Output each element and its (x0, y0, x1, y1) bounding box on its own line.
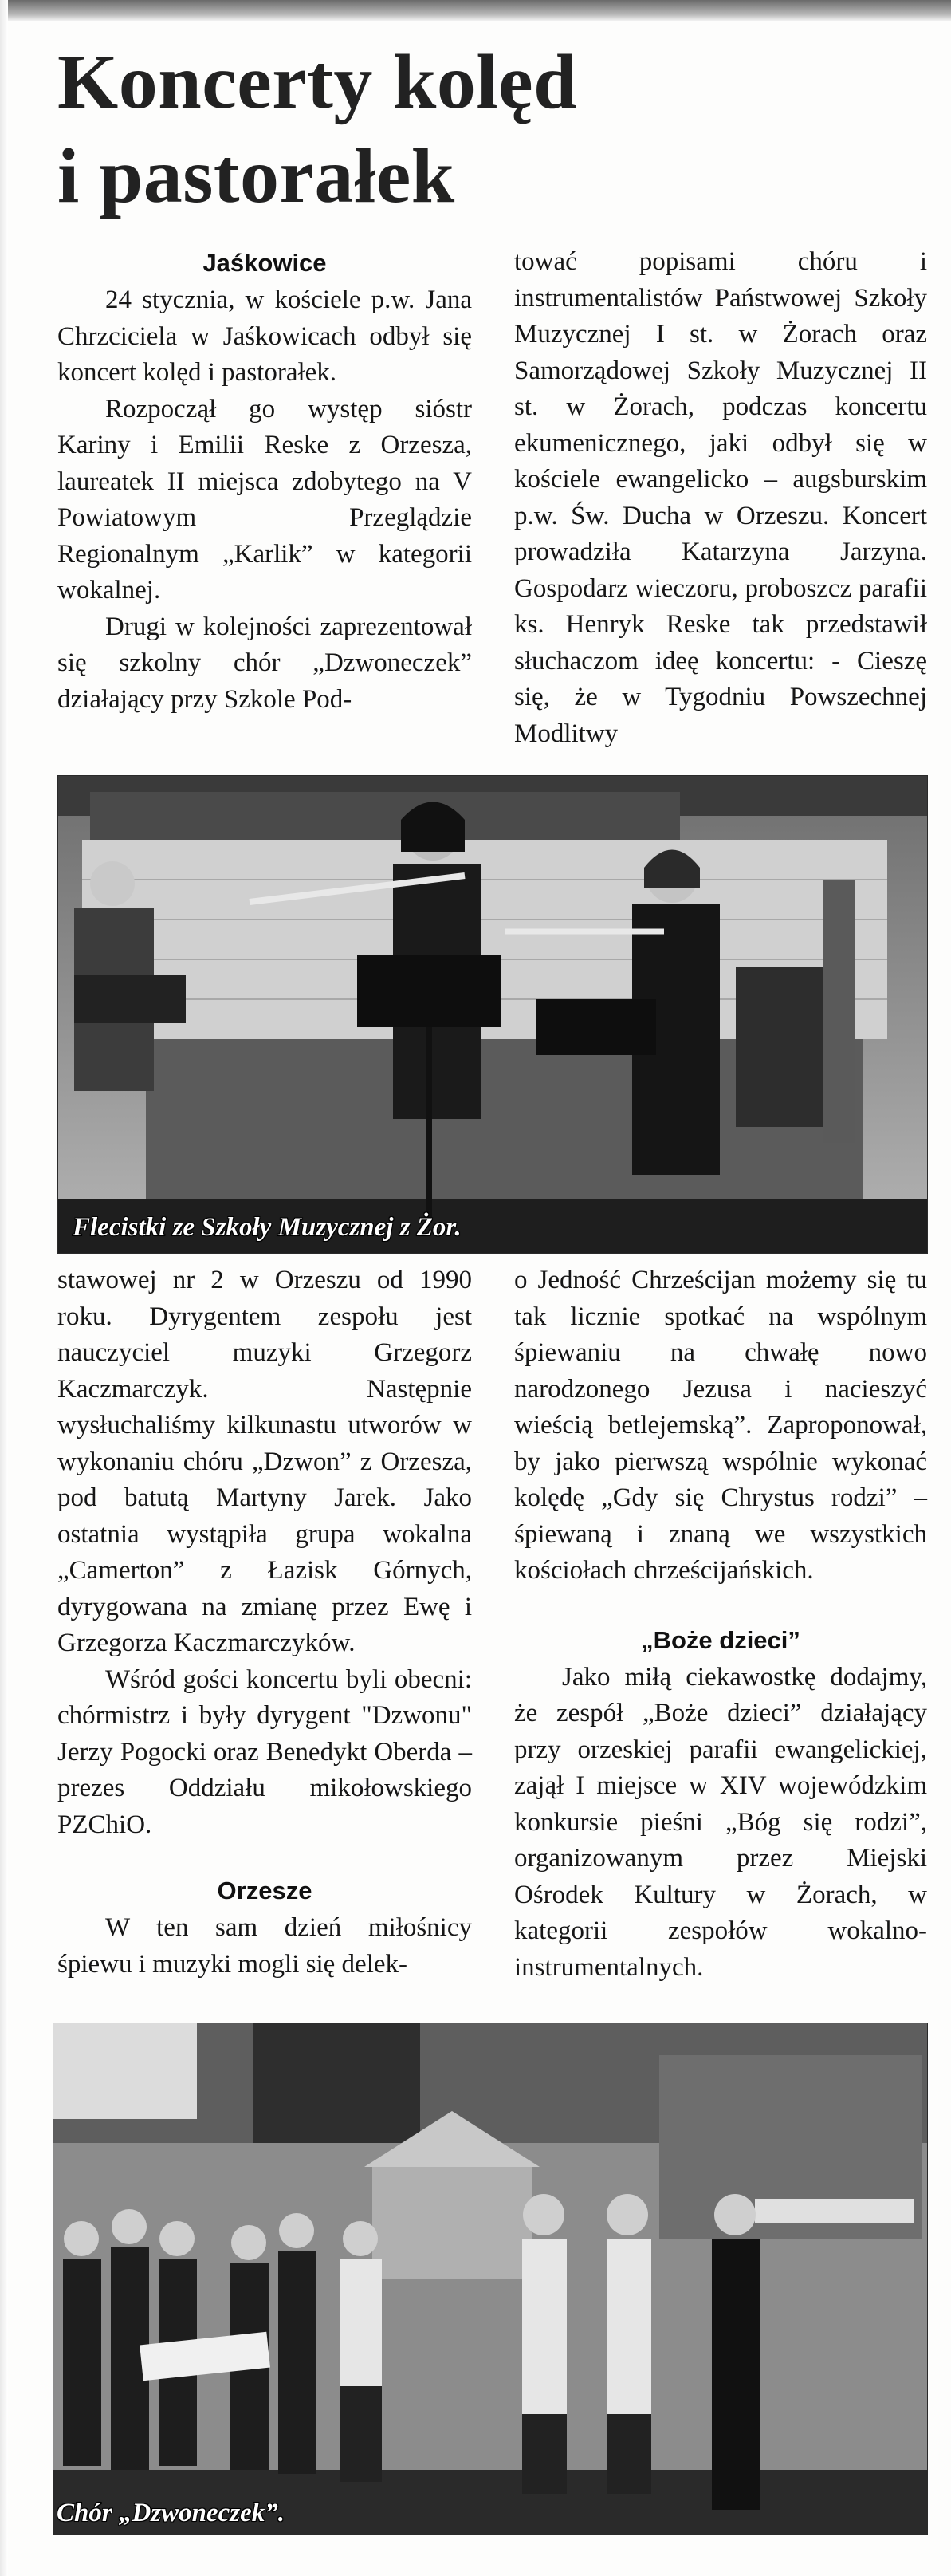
paragraph: Rozpoczął go występ sióstr Kariny i Emilii Reske z Orzesza, laureatek II miejsca zdobytego na V Powiatowym Przeglądzie Regionalnym „Karlik” w kategorii wokalnej. (57, 394, 472, 605)
column-3 (57, 1262, 472, 1983)
column-2 (514, 244, 927, 752)
paragraph: o Jedność Chrześcijan możemy się tu tak licznie spotkać na wspólnym śpiewaniu na chwałę nowo narodzonego Jezusa i nacieszyć wieścią betlejemską”. Zaproponował, by jako pierwszą wspólnie wykonać kolędę „Gdy się Chrystus rodzi” – śpiewaną i znaną we wszystkich kościołach chrześcijańskich. (514, 1266, 927, 1585)
column-1 (57, 244, 472, 718)
page-left-edge (0, 0, 8, 2576)
choir-photo-image (53, 2023, 927, 2534)
paragraph: stawowej nr 2 w Orzeszu od 1990 roku. Dyrygentem zespołu jest nauczyciel muzyki Grzegorz Kaczmarczyk. Następnie wysłuchaliśmy kilkunastu utworów w wykonaniu chóru „Dzwon” z Orzesza, pod batutą Martyny Jarek. Jako ostatnia wystąpiła grupa wokalna „Camerton” z Łazisk Górnych, dyrygowana na zmianę przez Ewę i Grzegorza Kaczmarczyków. (57, 1266, 472, 1657)
headline-line-2: i pastorałek (57, 133, 455, 219)
subhead-boze-dzieci: „Boże dzieci” (641, 1625, 800, 1654)
paragraph: tować popisami chóru i instrumentalistów Państwowej Szkoły Muzycznej I st. w Żorach oraz Samorządowej Szkoły Muzycznej II st. w Żorach, podczas koncertu ekumenicznego, jaki odbył się w kościele ewangelicko – augsburskim p.w. Św. Ducha w Orzeszu. Koncert prowadziła Katarzyna Jarzyna. Gospodarz wieczoru, proboszcz parafii ks. Henryk Reske tak przedstawił słuchaczom ideę koncertu: - Cieszę się, że w Tygodniu Powszechnej Modlitwy (514, 247, 927, 748)
photo-caption-flutists: Flecistki ze Szkoły Muzycznej z Żor. (73, 1213, 462, 1242)
paragraph: Jako miłą ciekawostkę dodajmy, że zespół „Boże dzieci” działający przy orzeskiej parafii ewangelickiej, zajął I miejsce w XIV wojewódzkim konkursie pieśni „Bóg się rodzi”, organizowanym przez Miejski Ośrodek Kultury w Żorach, w kategorii zespołów wokalno-instrumentalnych. (514, 1662, 927, 1982)
paragraph: Drugi w kolejności zaprezentował się szkolny chór „Dzwoneczek” działający przy Szkole Pod- (57, 612, 472, 714)
photo-choir (53, 2023, 928, 2535)
photo-caption-choir: Chór „Dzwoneczek”. (57, 2499, 285, 2527)
subhead-jaskowice: Jaśkowice (202, 249, 327, 277)
photo-flutists (57, 775, 928, 1254)
column-4 (514, 1262, 927, 1986)
paragraph: W ten sam dzień miłośnicy śpiewu i muzyki mogli się delek- (57, 1913, 472, 1979)
subhead-orzesze: Orzesze (217, 1877, 312, 1904)
flutists-photo-image (58, 776, 927, 1253)
page-top-edge (0, 0, 951, 21)
paragraph: Wśród gości koncertu byli obecni: chórmistrz i były dyrygent "Dzwonu" Jerzy Pogocki oraz Benedykt Oberda – prezes Oddziału mikołowskiego PZChiO. (57, 1664, 472, 1839)
headline-line-1: Koncerty kolęd (57, 39, 578, 125)
paragraph: 24 stycznia, w kościele p.w. Jana Chrzciciela w Jaśkowicach odbył się koncert kolęd i pastorałek. (57, 286, 472, 387)
article-headline (57, 35, 886, 223)
